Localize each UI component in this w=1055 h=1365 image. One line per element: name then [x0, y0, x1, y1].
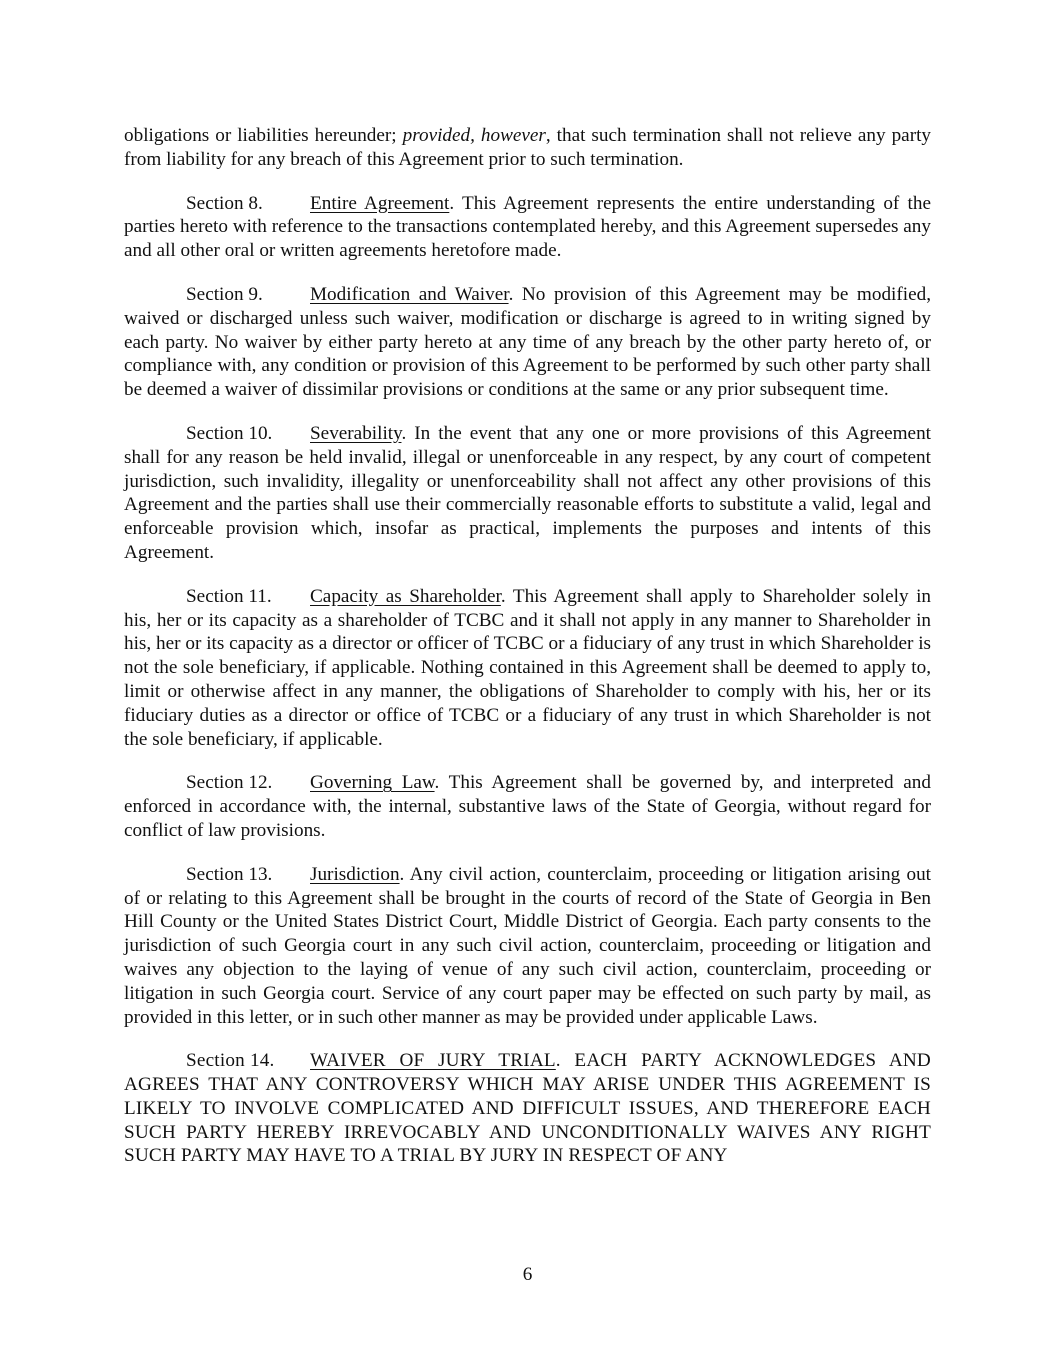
- section-14-heading: WAIVER OF JURY TRIAL: [310, 1050, 556, 1072]
- section-13-heading: Jurisdiction: [310, 863, 400, 885]
- section-9-number: Section 9.: [186, 283, 263, 305]
- section-14-body: . EACH PARTY ACKNOWLEDGES AND AGREES THAT ANY CONTROVERSY WHICH MAY ARISE UNDER THIS AGREEMENT IS LIKELY TO INVOLVE COMPLICATED AND DIFFICULT ISSUES, AND THEREFORE EACH SUCH PARTY HEREBY IRREVOCABLY AND UNCONDITIONALLY WAIVES ANY RIGHT SUCH PARTY MAY HAVE TO A TRIAL BY JURY IN RESPECT OF ANY: [124, 1050, 931, 1167]
- section-12-number: Section 12.: [186, 772, 273, 794]
- continuation-paragraph: [124, 124, 931, 172]
- section-11-body: . This Agreement shall apply to Shareholder solely in his, her or its capacity as a shareholder of TCBC and it shall not apply in any manner to Shareholder in his, her or its capacity as a director or officer of TCBC or a fiduciary of any trust in which Shareholder is not the sole beneficiary, if applicable. Nothing contained in this Agreement shall be deemed to apply to, limit or otherwise affect in any manner, the obligations of Shareholder to comply with his, her or its fiduciary duties as a director or office of TCBC or a fiduciary of any trust in which Shareholder is not the sole beneficiary, if applicable.: [124, 585, 932, 750]
- section-11-heading: Capacity as Shareholder: [310, 585, 501, 607]
- section-10-body: . In the event that any one or more provisions of this Agreement shall for any reason be held invalid, illegal or unenforceable in any respect, by any court of competent jurisdiction, such invalidity, illegality or unenforceability shall not affect any other provisions of this Agreement and the parties shall use their commercially reasonable efforts to substitute a valid, legal and enforceable provision which, insofar as practical, implements the purposes and intents of this Agreement.: [124, 422, 931, 563]
- section-9-heading: Modification and Waiver: [310, 283, 509, 305]
- section-8-number: Section 8.: [186, 192, 263, 214]
- section-8-heading: Entire Agreement: [310, 192, 450, 214]
- section-14-paragraph: [124, 1049, 931, 1168]
- section-8-body: . This Agreement represents the entire understanding of the parties hereto with reference to the transactions contemplated hereby, and this Agreement supersedes any and all other oral or written agreements heretofore made.: [124, 192, 932, 262]
- section-13-body: . Any civil action, counterclaim, proceeding or litigation arising out of or relating to this Agreement shall be brought in the courts of record of the State of Georgia in Ben Hill County or the United States District Court, Middle District of Georgia. Each party consents to the jurisdiction of such Georgia court in any such civil action, counterclaim, proceeding or litigation and waives any objection to the laying of venue of any such civil action, counterclaim, proceeding or litigation in such Georgia court. Service of any court paper may be effected on such party by mail, as provided in this letter, or in such other manner as may be provided under applicable Laws.: [124, 863, 931, 1028]
- section-10-number: Section 10.: [186, 422, 273, 444]
- section-13-paragraph: [124, 863, 931, 1030]
- continuation-text-after: , that such termination shall not relieve any party from liability for any breach of this Agreement prior to such termination.: [124, 125, 932, 170]
- section-12-heading: Governing Law: [310, 772, 435, 794]
- section-9-paragraph: [124, 283, 931, 402]
- continuation-italic-text: provided, however: [402, 125, 546, 146]
- continuation-text-before: obligations or liabilities hereunder;: [124, 125, 403, 146]
- document-page: [124, 124, 931, 1188]
- section-11-paragraph: [124, 585, 931, 752]
- page-number: 6: [522, 1264, 533, 1285]
- section-9-body: . No provision of this Agreement may be modified, waived or discharged unless such waiver, modification or discharge is agreed to in writing signed by each party. No waiver by either party hereto at any time of any breach by the other party hereto of, or compliance with, any condition or provision of this Agreement to be performed by such other party shall be deemed a waiver of dissimilar provisions or conditions at the same or any prior subsequent time.: [124, 283, 931, 401]
- section-12-paragraph: [124, 771, 931, 842]
- section-13-number: Section 13.: [186, 863, 273, 885]
- section-8-paragraph: [124, 192, 931, 263]
- section-14-number: Section 14.: [186, 1050, 275, 1072]
- section-10-heading: Severability: [310, 422, 402, 444]
- section-11-number: Section 11.: [186, 585, 272, 607]
- section-10-paragraph: [124, 422, 931, 565]
- section-12-body: . This Agreement shall be governed by, and interpreted and enforced in accordance with, the internal, substantive laws of the State of Georgia, without regard for conflict of law provisions.: [124, 772, 931, 841]
